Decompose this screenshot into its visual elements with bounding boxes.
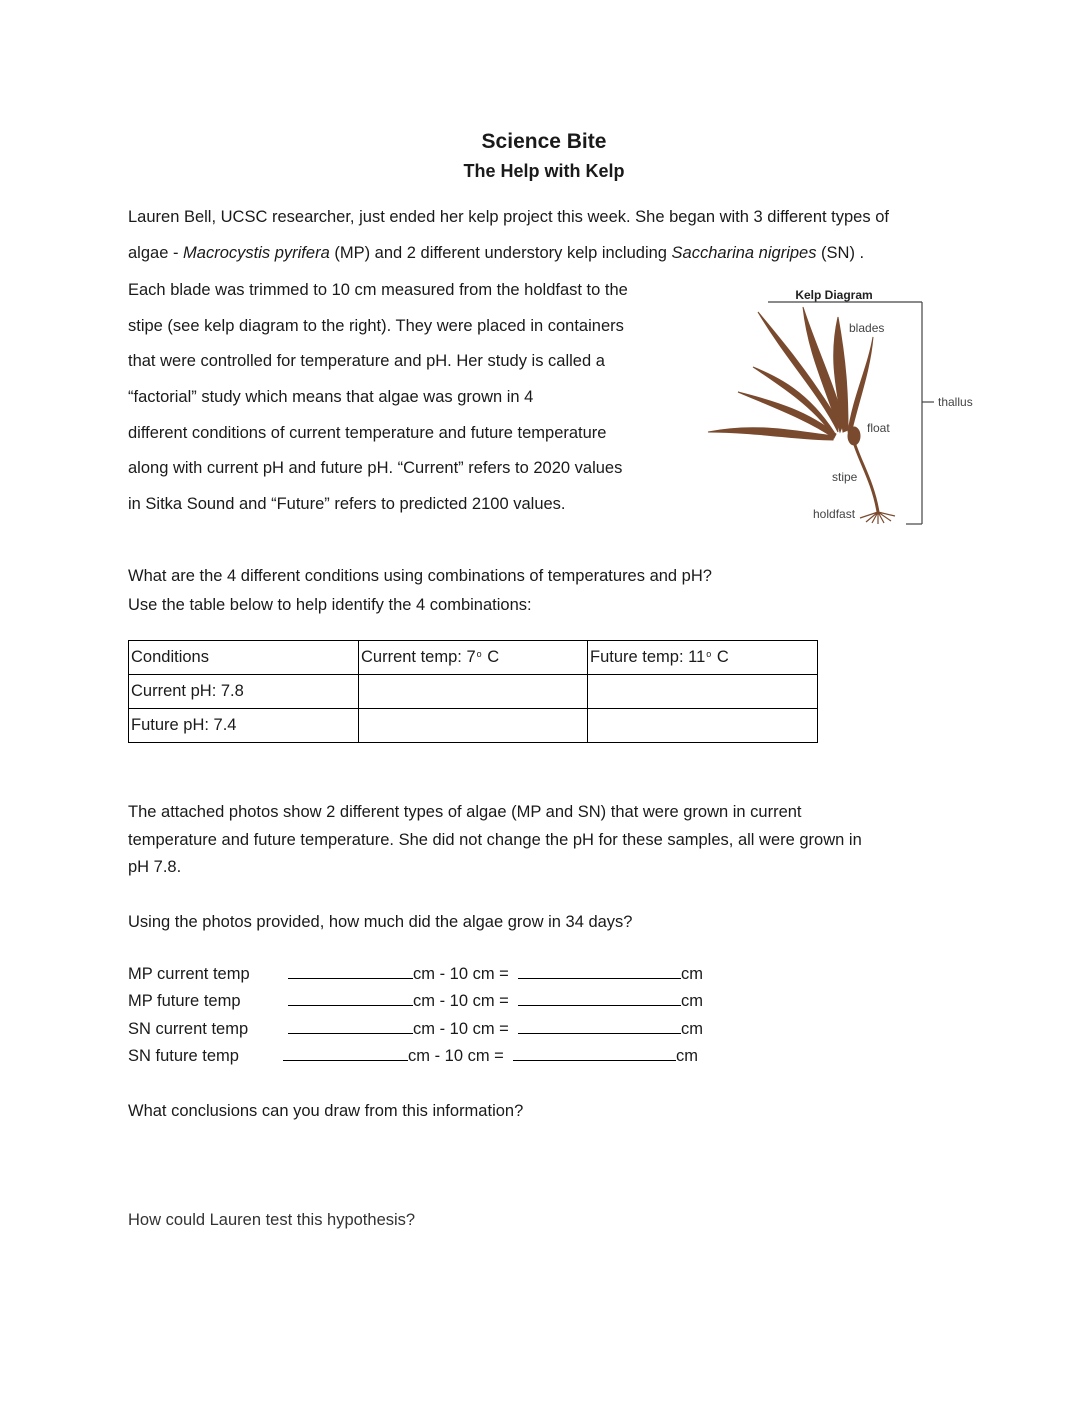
growth-result-blank[interactable]: [513, 1045, 676, 1061]
label-holdfast: holdfast: [813, 507, 856, 521]
intro-line-6: “factorial” study which means that algae was grown in 4: [128, 388, 534, 406]
species-name-sn: Saccharina nigripes: [671, 244, 817, 262]
table-header-cell: [588, 641, 818, 675]
question-3: What conclusions can you draw from this information?: [128, 1102, 524, 1120]
growth-row-label: MP current temp: [128, 965, 250, 983]
growth-row-unit: cm: [680, 992, 703, 1010]
photos-line-2: temperature and future temperature. She did not change the pH for these samples, all were grown in: [128, 831, 862, 849]
table-header-row: [129, 641, 818, 675]
table-cell-answer[interactable]: [359, 675, 588, 709]
page-title: Science Bite: [481, 130, 607, 153]
intro-text: algae -: [128, 244, 184, 262]
growth-answer-blank[interactable]: [283, 1045, 408, 1061]
intro-text: (SN) .: [816, 244, 865, 262]
growth-row-middle: cm - 10 cm =: [408, 1047, 504, 1065]
intro-line-1: Lauren Bell, UCSC researcher, just ended her kelp project this week. She began with 3 different types of: [128, 208, 889, 226]
kelp-holdfast: [860, 512, 895, 524]
growth-result-blank[interactable]: [518, 990, 681, 1006]
degree-symbol: o: [476, 649, 482, 659]
kelp-plant: [708, 307, 895, 524]
kelp-blade: [848, 337, 873, 434]
intro-text: (MP) and 2 different understory kelp including: [329, 244, 672, 262]
growth-row-label: SN future temp: [128, 1047, 239, 1065]
table-cell-answer[interactable]: [588, 709, 818, 743]
page-subtitle: The Help with Kelp: [463, 161, 625, 181]
growth-row: [128, 1045, 698, 1067]
growth-row-unit: cm: [675, 1047, 698, 1065]
table-unit: C: [712, 648, 729, 666]
growth-row: [128, 963, 703, 985]
table-cell: Future pH: 7.4: [129, 709, 359, 743]
growth-row: [128, 1018, 703, 1040]
growth-answer-blank[interactable]: [288, 963, 413, 979]
question-1-line-1: What are the 4 different conditions using combinations of temperatures and pH?: [128, 567, 712, 585]
intro-line-5: that were controlled for temperature and pH. Her study is called a: [128, 352, 605, 370]
table-row: [129, 709, 818, 743]
growth-result-blank[interactable]: [518, 963, 681, 979]
label-float: float: [867, 421, 890, 435]
photos-line-3: pH 7.8.: [128, 858, 182, 876]
table-header-cell: [359, 641, 588, 675]
growth-answer-blank[interactable]: [288, 990, 413, 1006]
question-2: Using the photos provided, how much did the algae grow in 34 days?: [128, 913, 633, 931]
table-header-text: Current temp: 7: [361, 648, 476, 666]
label-stipe: stipe: [832, 470, 858, 484]
table-header-cell: Conditions: [129, 641, 359, 675]
degree-symbol: o: [706, 649, 712, 659]
growth-row-label: MP future temp: [128, 992, 241, 1010]
intro-line-3: Each blade was trimmed to 10 cm measured from the holdfast to the: [128, 281, 628, 299]
intro-line-7: different conditions of current temperature and future temperature: [128, 424, 607, 442]
growth-row-unit: cm: [680, 965, 703, 983]
kelp-blade: [708, 428, 834, 440]
diagram-title: Kelp Diagram: [795, 288, 873, 302]
growth-result-blank[interactable]: [518, 1018, 681, 1034]
table-cell-answer[interactable]: [359, 709, 588, 743]
question-1-line-2: Use the table below to help identify the 4 combinations:: [128, 596, 532, 614]
kelp-diagram: [698, 282, 983, 532]
kelp-stipe: [854, 442, 878, 512]
growth-answer-blank[interactable]: [288, 1018, 413, 1034]
table-unit: C: [482, 648, 500, 666]
intro-line-4: stipe (see kelp diagram to the right). They were placed in containers: [128, 317, 624, 335]
growth-row: [128, 990, 703, 1012]
growth-row-unit: cm: [680, 1020, 703, 1038]
intro-line-8: along with current pH and future pH. “Current” refers to 2020 values: [128, 459, 623, 477]
species-name-mp: Macrocystis pyrifera: [183, 244, 330, 262]
table-cell-answer[interactable]: [588, 675, 818, 709]
table-cell: Current pH: 7.8: [129, 675, 359, 709]
photos-line-1: The attached photos show 2 different types of algae (MP and SN) that were grown in current: [128, 803, 802, 821]
growth-row-middle: cm - 10 cm =: [413, 1020, 509, 1038]
growth-row-middle: cm - 10 cm =: [413, 992, 509, 1010]
label-thallus: thallus: [938, 395, 973, 409]
label-blades: blades: [849, 321, 885, 335]
table-row: [129, 675, 818, 709]
intro-line-9: in Sitka Sound and “Future” refers to predicted 2100 values.: [128, 495, 566, 513]
growth-row-middle: cm - 10 cm =: [413, 965, 509, 983]
intro-line-2: [128, 242, 864, 264]
question-4: How could Lauren test this hypothesis?: [128, 1211, 416, 1229]
growth-row-label: SN current temp: [128, 1020, 249, 1038]
table-header-text: Future temp: 11: [590, 648, 706, 666]
conditions-table: [128, 640, 818, 743]
